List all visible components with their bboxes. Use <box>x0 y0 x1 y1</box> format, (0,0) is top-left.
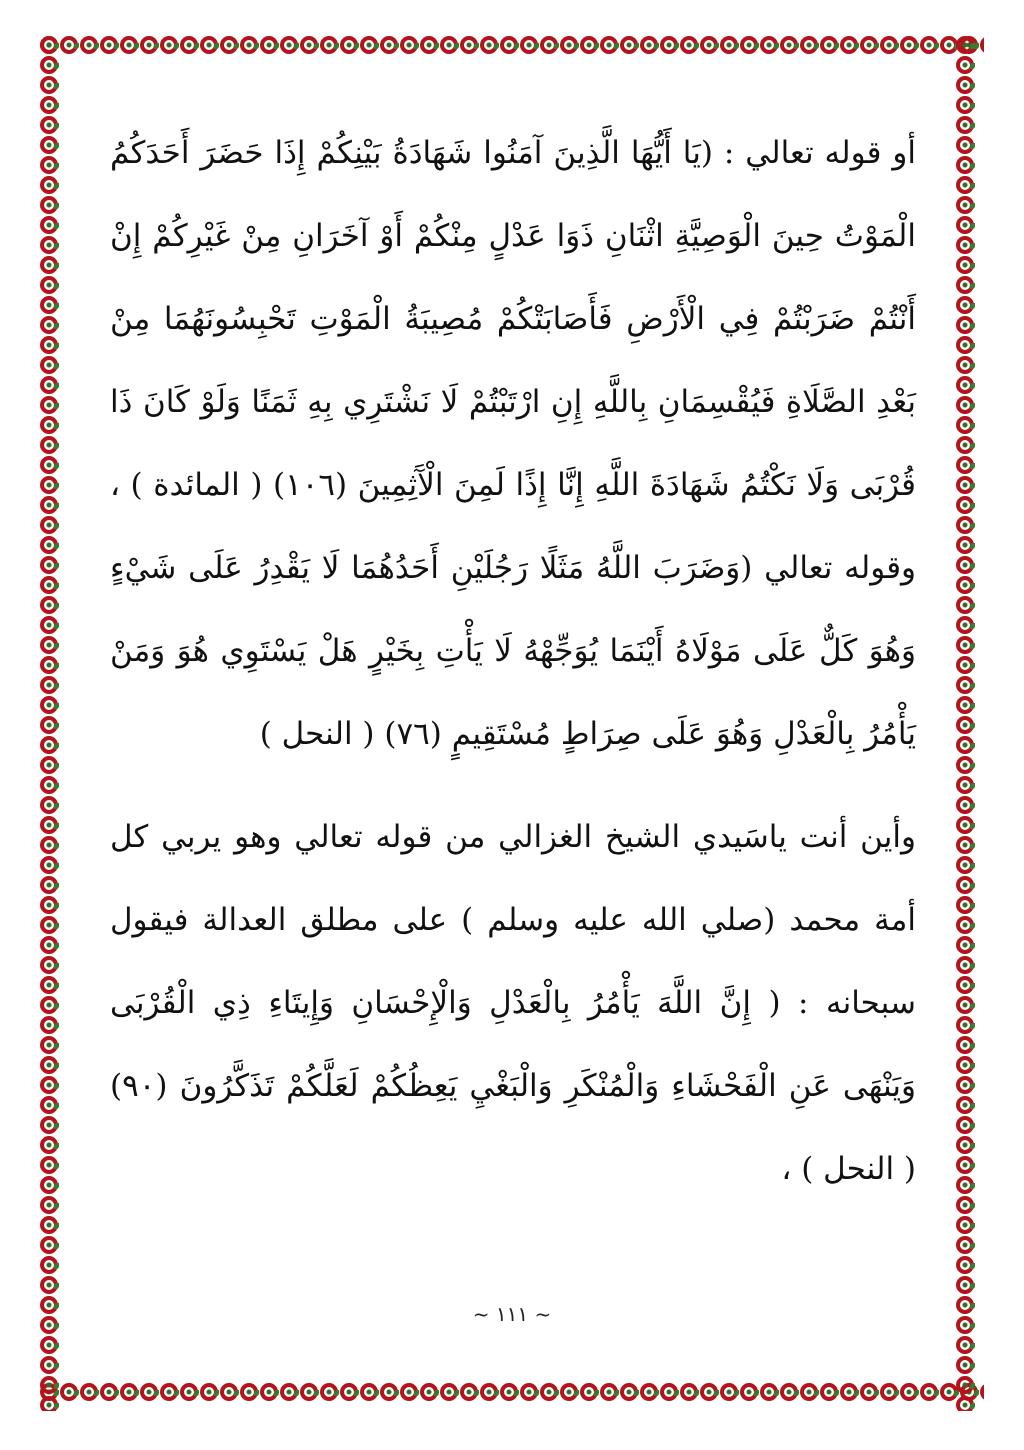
flower-ring-ornament <box>40 1236 58 1254</box>
page-body <box>110 112 916 1211</box>
flower-ring-ornament <box>956 956 974 974</box>
flower-ring-ornament <box>480 36 498 54</box>
flower-ring-ornament <box>956 1236 974 1254</box>
flower-ring-ornament <box>956 896 974 914</box>
flower-ring-ornament <box>956 1096 974 1114</box>
flower-ring-ornament <box>40 956 58 974</box>
flower-ring-ornament <box>40 656 58 674</box>
flower-ring-ornament <box>956 336 974 354</box>
flower-ring-ornament <box>956 1016 974 1034</box>
flower-ring-ornament <box>40 616 58 634</box>
flower-ring-ornament <box>956 436 974 454</box>
flower-ring-ornament <box>440 1383 458 1401</box>
flower-ring-ornament <box>956 736 974 754</box>
flower-ring-ornament <box>120 1383 138 1401</box>
flower-ring-ornament <box>40 116 58 134</box>
flower-ring-ornament <box>560 1383 578 1401</box>
flower-ring-ornament <box>956 676 974 694</box>
flower-ring-ornament <box>40 576 58 594</box>
border-ornaments <box>956 36 984 1411</box>
flower-ring-ornament <box>40 1196 58 1214</box>
flower-ring-ornament <box>40 196 58 214</box>
flower-ring-ornament <box>500 1383 518 1401</box>
flower-ring-ornament <box>956 176 974 194</box>
flower-ring-ornament <box>956 416 974 434</box>
flower-ring-ornament <box>40 1056 58 1074</box>
flower-ring-ornament <box>956 1336 974 1354</box>
flower-ring-ornament <box>956 716 974 734</box>
flower-ring-ornament <box>956 1276 974 1294</box>
flower-ring-ornament <box>956 1376 974 1394</box>
flower-ring-ornament <box>880 1383 898 1401</box>
flower-ring-ornament <box>40 1256 58 1274</box>
flower-ring-ornament <box>460 36 478 54</box>
flower-ring-ornament <box>956 276 974 294</box>
border-right <box>956 36 984 1411</box>
flower-ring-ornament <box>40 1396 58 1411</box>
flower-ring-ornament <box>40 1356 58 1374</box>
flower-ring-ornament <box>600 36 618 54</box>
flower-ring-ornament <box>956 156 974 174</box>
flower-ring-ornament <box>956 636 974 654</box>
flower-ring-ornament <box>780 36 798 54</box>
flower-ring-ornament <box>40 876 58 894</box>
border-left <box>40 36 68 1411</box>
flower-ring-ornament <box>40 536 58 554</box>
flower-ring-ornament <box>956 556 974 574</box>
flower-ring-ornament <box>956 356 974 374</box>
border-top <box>40 36 984 64</box>
flower-ring-ornament <box>520 36 538 54</box>
flower-ring-ornament <box>680 36 698 54</box>
flower-ring-ornament <box>840 36 858 54</box>
flower-ring-ornament <box>40 356 58 374</box>
flower-ring-ornament <box>956 1056 974 1074</box>
flower-ring-ornament <box>700 36 718 54</box>
flower-ring-ornament <box>340 1383 358 1401</box>
flower-ring-ornament <box>820 36 838 54</box>
flower-ring-ornament <box>520 1383 538 1401</box>
flower-ring-ornament <box>40 96 58 114</box>
flower-ring-ornament <box>40 736 58 754</box>
flower-ring-ornament <box>40 456 58 474</box>
flower-ring-ornament <box>360 1383 378 1401</box>
flower-ring-ornament <box>760 1383 778 1401</box>
flower-ring-ornament <box>620 1383 638 1401</box>
flower-ring-ornament <box>600 1383 618 1401</box>
flower-ring-ornament <box>320 36 338 54</box>
flower-ring-ornament <box>956 116 974 134</box>
flower-ring-ornament <box>220 36 238 54</box>
flower-ring-ornament <box>40 1156 58 1174</box>
flower-ring-ornament <box>580 1383 598 1401</box>
flower-ring-ornament <box>40 1376 58 1394</box>
flower-ring-ornament <box>740 36 758 54</box>
flower-ring-ornament <box>40 296 58 314</box>
flower-ring-ornament <box>260 1383 278 1401</box>
flower-ring-ornament <box>956 996 974 1014</box>
flower-ring-ornament <box>956 456 974 474</box>
flower-ring-ornament <box>40 1216 58 1234</box>
flower-ring-ornament <box>40 716 58 734</box>
flower-ring-ornament <box>160 36 178 54</box>
flower-ring-ornament <box>956 376 974 394</box>
flower-ring-ornament <box>100 36 118 54</box>
paragraph-quran-verses: أو قوله تعالي : (يَا أَيُّهَا الَّذِينَ آمَنُوا شَهَادَةُ بَيْنِكُمْ إِذَا حَضَرَ أَحَدَكُمُ الْمَوْتُ حِينَ الْوَصِيَّةِ اثْنَانِ ذَوَا عَدْلٍ مِنْكُمْ أَوْ آخَرَانِ مِنْ غَيْرِكُمْ إِنْ أَنْتُمْ ضَرَبْتُمْ فِي الْأَرْضِ فَأَصَابَتْكُمْ مُصِيبَةُ الْمَوْتِ تَحْبِسُونَهُمَا مِنْ بَعْدِ الصَّلَاةِ فَيُقْسِمَانِ بِاللَّهِ إِنِ ارْتَبْتُمْ لَا نَشْتَرِي بِهِ ثَمَنًا وَلَوْ كَانَ ذَا قُرْبَى وَلَا نَكْتُمُ شَهَادَةَ اللَّهِ إِنَّا إِذًا لَمِنَ الْآَثِمِينَ (١٠٦) ( المائدة ) ، وقوله تعالي (وَضَرَبَ اللَّهُ مَثَلًا رَجُلَيْنِ أَحَدُهُمَا لَا يَقْدِرُ عَلَى شَيْءٍ وَهُوَ كَلٌّ عَلَى مَوْلَاهُ أَيْنَمَا يُوَجِّهْهُ لَا يَأْتِ بِخَيْرٍ هَلْ يَسْتَوِي هُوَ وَمَنْ يَأْمُرُ بِالْعَدْلِ وَهُوَ عَلَى صِرَاطٍ مُسْتَقِيمٍ (٧٦) ( النحل ) <box>110 135 916 752</box>
flower-ring-ornament <box>40 136 58 154</box>
flower-ring-ornament <box>40 516 58 534</box>
flower-ring-ornament <box>40 256 58 274</box>
flower-ring-ornament <box>956 296 974 314</box>
flower-ring-ornament <box>956 216 974 234</box>
flower-ring-ornament <box>40 916 58 934</box>
flower-ring-ornament <box>40 636 58 654</box>
flower-ring-ornament <box>956 96 974 114</box>
flower-ring-ornament <box>40 1036 58 1054</box>
flower-ring-ornament <box>660 1383 678 1401</box>
flower-ring-ornament <box>540 1383 558 1401</box>
flower-ring-ornament <box>956 976 974 994</box>
flower-ring-ornament <box>40 1136 58 1154</box>
flower-ring-ornament <box>40 276 58 294</box>
flower-ring-ornament <box>800 1383 818 1401</box>
flower-ring-ornament <box>920 36 938 54</box>
flower-ring-ornament <box>40 216 58 234</box>
flower-ring-ornament <box>420 1383 438 1401</box>
flower-ring-ornament <box>720 1383 738 1401</box>
flower-ring-ornament <box>956 576 974 594</box>
flower-ring-ornament <box>40 836 58 854</box>
page-number: ~ ١١١ ~ <box>472 1302 552 1326</box>
flower-ring-ornament <box>956 836 974 854</box>
flower-ring-ornament <box>956 1116 974 1134</box>
flower-ring-ornament <box>280 36 298 54</box>
flower-ring-ornament <box>740 1383 758 1401</box>
flower-ring-ornament <box>40 176 58 194</box>
flower-ring-ornament <box>320 1383 338 1401</box>
flower-ring-ornament <box>956 856 974 874</box>
flower-ring-ornament <box>560 36 578 54</box>
flower-ring-ornament <box>580 36 598 54</box>
border-ornaments <box>40 1383 984 1401</box>
flower-ring-ornament <box>40 1276 58 1294</box>
flower-ring-ornament <box>956 256 974 274</box>
flower-ring-ornament <box>240 36 258 54</box>
flower-ring-ornament <box>40 856 58 874</box>
flower-ring-ornament <box>380 36 398 54</box>
flower-ring-ornament <box>40 776 58 794</box>
border-bottom <box>40 1383 984 1411</box>
flower-ring-ornament <box>800 36 818 54</box>
flower-ring-ornament <box>40 1076 58 1094</box>
flower-ring-ornament <box>40 56 58 74</box>
flower-ring-ornament <box>380 1383 398 1401</box>
flower-ring-ornament <box>400 1383 418 1401</box>
flower-ring-ornament <box>700 1383 718 1401</box>
flower-ring-ornament <box>140 36 158 54</box>
flower-ring-ornament <box>40 496 58 514</box>
flower-ring-ornament <box>80 36 98 54</box>
flower-ring-ornament <box>40 696 58 714</box>
flower-ring-ornament <box>956 316 974 334</box>
flower-ring-ornament <box>340 36 358 54</box>
flower-ring-ornament <box>180 1383 198 1401</box>
flower-ring-ornament <box>956 516 974 534</box>
flower-ring-ornament <box>956 536 974 554</box>
flower-ring-ornament <box>956 396 974 414</box>
border-ornaments <box>40 36 984 54</box>
flower-ring-ornament <box>956 196 974 214</box>
flower-ring-ornament <box>40 436 58 454</box>
flower-ring-ornament <box>40 816 58 834</box>
flower-ring-ornament <box>956 1156 974 1174</box>
border-ornaments <box>40 36 68 1411</box>
flower-ring-ornament <box>540 36 558 54</box>
flower-ring-ornament <box>956 496 974 514</box>
flower-ring-ornament <box>40 596 58 614</box>
flower-ring-ornament <box>640 36 658 54</box>
flower-ring-ornament <box>956 1396 974 1411</box>
flower-ring-ornament <box>280 1383 298 1401</box>
flower-ring-ornament <box>956 1216 974 1234</box>
flower-ring-ornament <box>360 36 378 54</box>
flower-ring-ornament <box>956 56 974 74</box>
flower-ring-ornament <box>956 1036 974 1054</box>
flower-ring-ornament <box>760 36 778 54</box>
flower-ring-ornament <box>40 976 58 994</box>
flower-ring-ornament <box>300 1383 318 1401</box>
flower-ring-ornament <box>40 756 58 774</box>
flower-ring-ornament <box>900 36 918 54</box>
flower-ring-ornament <box>40 1176 58 1194</box>
flower-ring-ornament <box>40 416 58 434</box>
flower-ring-ornament <box>956 796 974 814</box>
flower-ring-ornament <box>500 36 518 54</box>
flower-ring-ornament <box>40 396 58 414</box>
flower-ring-ornament <box>220 1383 238 1401</box>
flower-ring-ornament <box>460 1383 478 1401</box>
flower-ring-ornament <box>720 36 738 54</box>
flower-ring-ornament <box>40 336 58 354</box>
flower-ring-ornament <box>840 1383 858 1401</box>
flower-ring-ornament <box>200 1383 218 1401</box>
flower-ring-ornament <box>956 936 974 954</box>
flower-ring-ornament <box>40 1016 58 1034</box>
flower-ring-ornament <box>40 76 58 94</box>
flower-ring-ornament <box>956 756 974 774</box>
flower-ring-ornament <box>200 36 218 54</box>
flower-ring-ornament <box>956 236 974 254</box>
flower-ring-ornament <box>40 476 58 494</box>
flower-ring-ornament <box>956 696 974 714</box>
flower-ring-ornament <box>40 1336 58 1354</box>
flower-ring-ornament <box>956 1076 974 1094</box>
flower-ring-ornament <box>956 1196 974 1214</box>
flower-ring-ornament <box>40 1096 58 1114</box>
flower-ring-ornament <box>920 1383 938 1401</box>
flower-ring-ornament <box>956 1356 974 1374</box>
flower-ring-ornament <box>640 1383 658 1401</box>
flower-ring-ornament <box>956 656 974 674</box>
flower-ring-ornament <box>40 316 58 334</box>
flower-ring-ornament <box>956 876 974 894</box>
flower-ring-ornament <box>956 136 974 154</box>
flower-ring-ornament <box>956 36 974 54</box>
flower-ring-ornament <box>880 36 898 54</box>
flower-ring-ornament <box>180 36 198 54</box>
flower-ring-ornament <box>100 1383 118 1401</box>
flower-ring-ornament <box>300 36 318 54</box>
flower-ring-ornament <box>860 36 878 54</box>
flower-ring-ornament <box>480 1383 498 1401</box>
flower-ring-ornament <box>956 1176 974 1194</box>
flower-ring-ornament <box>120 36 138 54</box>
flower-ring-ornament <box>40 796 58 814</box>
flower-ring-ornament <box>956 616 974 634</box>
flower-ring-ornament <box>40 556 58 574</box>
flower-ring-ornament <box>40 1116 58 1134</box>
flower-ring-ornament <box>40 156 58 174</box>
flower-ring-ornament <box>40 36 58 54</box>
flower-ring-ornament <box>40 896 58 914</box>
flower-ring-ornament <box>420 36 438 54</box>
flower-ring-ornament <box>956 476 974 494</box>
flower-ring-ornament <box>160 1383 178 1401</box>
flower-ring-ornament <box>956 916 974 934</box>
flower-ring-ornament <box>620 36 638 54</box>
flower-ring-ornament <box>680 1383 698 1401</box>
flower-ring-ornament <box>900 1383 918 1401</box>
flower-ring-ornament <box>956 776 974 794</box>
flower-ring-ornament <box>80 1383 98 1401</box>
flower-ring-ornament <box>780 1383 798 1401</box>
flower-ring-ornament <box>956 816 974 834</box>
flower-ring-ornament <box>820 1383 838 1401</box>
flower-ring-ornament <box>40 936 58 954</box>
flower-ring-ornament <box>956 596 974 614</box>
flower-ring-ornament <box>40 996 58 1014</box>
flower-ring-ornament <box>956 76 974 94</box>
flower-ring-ornament <box>40 236 58 254</box>
flower-ring-ornament <box>40 376 58 394</box>
flower-ring-ornament <box>40 676 58 694</box>
flower-ring-ornament <box>660 36 678 54</box>
flower-ring-ornament <box>260 36 278 54</box>
flower-ring-ornament <box>956 1256 974 1274</box>
paragraph-ghazali-question: وأين أنت ياسَيدي الشيخ الغزالي من قوله تعالي وهو يربي كل أمة محمد (صلي الله عليه وسلم ) على مطلق العدالة فيقول سبحانه : ( إِنَّ اللَّهَ يَأْمُرُ بِالْعَدْلِ وَالْإِحْسَانِ وَإِيتَاءِ ذِي الْقُرْبَى وَيَنْهَى عَنِ الْفَحْشَاءِ وَالْمُنْكَرِ وَالْبَغْيِ يَعِظُكُمْ لَعَلَّكُمْ تَذَكَّرُونَ (٩٠) ( النحل ) ، <box>110 819 916 1187</box>
flower-ring-ornament <box>860 1383 878 1401</box>
flower-ring-ornament <box>140 1383 158 1401</box>
flower-ring-ornament <box>400 36 418 54</box>
flower-ring-ornament <box>440 36 458 54</box>
flower-ring-ornament <box>240 1383 258 1401</box>
flower-ring-ornament <box>956 1136 974 1154</box>
